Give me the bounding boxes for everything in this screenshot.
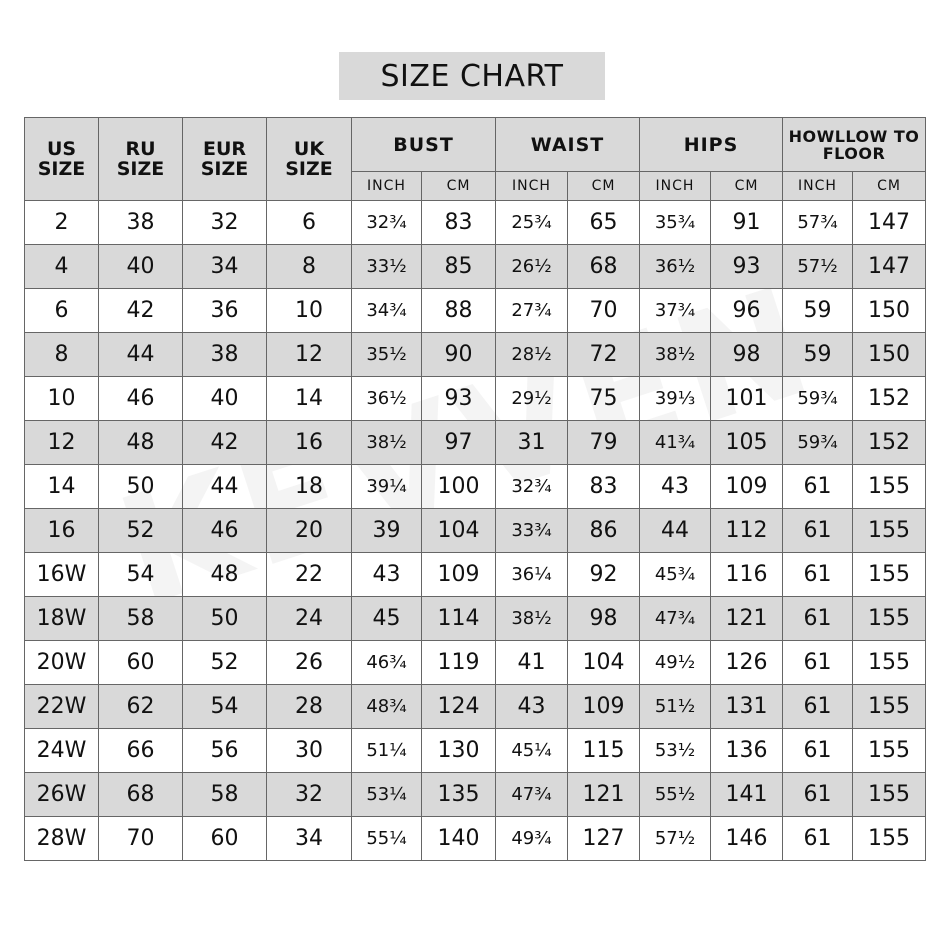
cell-ru-size: 70 (99, 817, 183, 861)
cell-waist-inch: 45¼ (496, 729, 568, 773)
cell-uk-size: 20 (267, 509, 352, 553)
cell-bust-inch: 38½ (352, 421, 422, 465)
cell-ru-size: 46 (99, 377, 183, 421)
cell-bust-cm: 109 (422, 553, 496, 597)
table-row (25, 289, 926, 333)
cell-waist-inch: 36¼ (496, 553, 568, 597)
cell-waist-cm: 98 (568, 597, 640, 641)
cell-eur-size: 32 (183, 201, 267, 245)
cell-us-size: 16W (25, 553, 99, 597)
table-row (25, 509, 926, 553)
table-body (25, 201, 926, 861)
subheader-waist-cm: CM (568, 172, 640, 201)
cell-uk-size: 26 (267, 641, 352, 685)
cell-uk-size: 24 (267, 597, 352, 641)
cell-uk-size: 16 (267, 421, 352, 465)
cell-bust-cm: 93 (422, 377, 496, 421)
cell-hips-inch: 38½ (640, 333, 711, 377)
cell-us-size: 10 (25, 377, 99, 421)
cell-hips-cm: 112 (711, 509, 783, 553)
cell-waist-cm: 70 (568, 289, 640, 333)
cell-bust-cm: 124 (422, 685, 496, 729)
cell-ru-size: 48 (99, 421, 183, 465)
cell-floor-cm: 150 (853, 333, 926, 377)
cell-floor-cm: 155 (853, 641, 926, 685)
cell-floor-cm: 147 (853, 201, 926, 245)
cell-eur-size: 52 (183, 641, 267, 685)
cell-floor-inch: 61 (783, 553, 853, 597)
cell-floor-cm: 155 (853, 773, 926, 817)
cell-uk-size: 10 (267, 289, 352, 333)
subheader-floor-cm: CM (853, 172, 926, 201)
cell-us-size: 6 (25, 289, 99, 333)
cell-uk-size: 18 (267, 465, 352, 509)
cell-floor-inch: 61 (783, 685, 853, 729)
cell-hips-inch: 55½ (640, 773, 711, 817)
cell-bust-inch: 46¾ (352, 641, 422, 685)
cell-us-size: 2 (25, 201, 99, 245)
table-row (25, 553, 926, 597)
cell-bust-inch: 35½ (352, 333, 422, 377)
cell-hips-inch: 49½ (640, 641, 711, 685)
cell-bust-inch: 36½ (352, 377, 422, 421)
header-us-size: US SIZE (25, 118, 99, 201)
header-hips: HIPS (640, 118, 783, 172)
cell-waist-inch: 41 (496, 641, 568, 685)
cell-eur-size: 36 (183, 289, 267, 333)
cell-floor-inch: 61 (783, 509, 853, 553)
cell-eur-size: 46 (183, 509, 267, 553)
cell-eur-size: 54 (183, 685, 267, 729)
table-row (25, 465, 926, 509)
cell-waist-inch: 47¾ (496, 773, 568, 817)
cell-ru-size: 66 (99, 729, 183, 773)
subheader-bust-cm: CM (422, 172, 496, 201)
cell-hips-cm: 109 (711, 465, 783, 509)
cell-waist-inch: 38½ (496, 597, 568, 641)
cell-waist-cm: 68 (568, 245, 640, 289)
cell-eur-size: 60 (183, 817, 267, 861)
cell-floor-cm: 155 (853, 465, 926, 509)
table-row (25, 729, 926, 773)
cell-hips-inch: 51½ (640, 685, 711, 729)
cell-bust-inch: 51¼ (352, 729, 422, 773)
cell-bust-cm: 85 (422, 245, 496, 289)
cell-bust-inch: 43 (352, 553, 422, 597)
chart-title: SIZE CHART (339, 52, 605, 100)
cell-floor-cm: 150 (853, 289, 926, 333)
cell-hips-cm: 141 (711, 773, 783, 817)
cell-hips-cm: 98 (711, 333, 783, 377)
cell-bust-inch: 55¼ (352, 817, 422, 861)
cell-bust-inch: 34¾ (352, 289, 422, 333)
cell-ru-size: 62 (99, 685, 183, 729)
cell-bust-cm: 140 (422, 817, 496, 861)
cell-bust-cm: 104 (422, 509, 496, 553)
table-row (25, 421, 926, 465)
cell-waist-cm: 86 (568, 509, 640, 553)
cell-hips-cm: 121 (711, 597, 783, 641)
cell-uk-size: 34 (267, 817, 352, 861)
header-uk-size: UK SIZE (267, 118, 352, 201)
cell-waist-cm: 72 (568, 333, 640, 377)
cell-uk-size: 22 (267, 553, 352, 597)
table-row (25, 817, 926, 861)
cell-floor-inch: 59¾ (783, 377, 853, 421)
cell-bust-inch: 33½ (352, 245, 422, 289)
cell-waist-inch: 25¾ (496, 201, 568, 245)
cell-hips-inch: 36½ (640, 245, 711, 289)
cell-hips-inch: 43 (640, 465, 711, 509)
cell-floor-inch: 61 (783, 729, 853, 773)
table-row (25, 597, 926, 641)
cell-ru-size: 58 (99, 597, 183, 641)
cell-us-size: 26W (25, 773, 99, 817)
subheader-floor-inch: INCH (783, 172, 853, 201)
cell-uk-size: 12 (267, 333, 352, 377)
cell-hips-inch: 53½ (640, 729, 711, 773)
subheader-hips-inch: INCH (640, 172, 711, 201)
cell-floor-cm: 155 (853, 817, 926, 861)
cell-us-size: 14 (25, 465, 99, 509)
cell-hips-inch: 35¾ (640, 201, 711, 245)
cell-hips-cm: 96 (711, 289, 783, 333)
cell-eur-size: 50 (183, 597, 267, 641)
cell-uk-size: 30 (267, 729, 352, 773)
table-row (25, 685, 926, 729)
cell-ru-size: 52 (99, 509, 183, 553)
cell-hips-cm: 105 (711, 421, 783, 465)
table-row (25, 773, 926, 817)
cell-uk-size: 28 (267, 685, 352, 729)
cell-floor-cm: 155 (853, 685, 926, 729)
table-row (25, 245, 926, 289)
cell-bust-cm: 97 (422, 421, 496, 465)
cell-eur-size: 48 (183, 553, 267, 597)
cell-uk-size: 32 (267, 773, 352, 817)
cell-us-size: 24W (25, 729, 99, 773)
cell-bust-cm: 83 (422, 201, 496, 245)
cell-hips-cm: 93 (711, 245, 783, 289)
cell-hips-inch: 44 (640, 509, 711, 553)
cell-waist-inch: 27¾ (496, 289, 568, 333)
cell-waist-inch: 33¾ (496, 509, 568, 553)
cell-floor-cm: 152 (853, 377, 926, 421)
cell-eur-size: 42 (183, 421, 267, 465)
cell-us-size: 4 (25, 245, 99, 289)
cell-eur-size: 44 (183, 465, 267, 509)
cell-bust-inch: 39 (352, 509, 422, 553)
cell-bust-cm: 100 (422, 465, 496, 509)
cell-bust-cm: 119 (422, 641, 496, 685)
cell-waist-cm: 75 (568, 377, 640, 421)
cell-bust-cm: 130 (422, 729, 496, 773)
cell-hips-cm: 136 (711, 729, 783, 773)
cell-floor-inch: 59¾ (783, 421, 853, 465)
subheader-hips-cm: CM (711, 172, 783, 201)
cell-hips-cm: 116 (711, 553, 783, 597)
table-row (25, 333, 926, 377)
cell-waist-cm: 92 (568, 553, 640, 597)
cell-floor-cm: 152 (853, 421, 926, 465)
cell-eur-size: 34 (183, 245, 267, 289)
cell-ru-size: 38 (99, 201, 183, 245)
cell-waist-cm: 115 (568, 729, 640, 773)
cell-waist-cm: 121 (568, 773, 640, 817)
cell-bust-inch: 48¾ (352, 685, 422, 729)
cell-waist-inch: 26½ (496, 245, 568, 289)
cell-hips-inch: 57½ (640, 817, 711, 861)
cell-ru-size: 42 (99, 289, 183, 333)
cell-floor-cm: 147 (853, 245, 926, 289)
cell-bust-cm: 90 (422, 333, 496, 377)
cell-bust-cm: 88 (422, 289, 496, 333)
cell-us-size: 12 (25, 421, 99, 465)
cell-waist-cm: 65 (568, 201, 640, 245)
cell-uk-size: 6 (267, 201, 352, 245)
cell-bust-inch: 45 (352, 597, 422, 641)
cell-waist-inch: 28½ (496, 333, 568, 377)
cell-hips-cm: 146 (711, 817, 783, 861)
cell-uk-size: 14 (267, 377, 352, 421)
cell-uk-size: 8 (267, 245, 352, 289)
cell-floor-cm: 155 (853, 729, 926, 773)
cell-hips-cm: 126 (711, 641, 783, 685)
cell-floor-inch: 59 (783, 289, 853, 333)
cell-floor-inch: 61 (783, 597, 853, 641)
cell-waist-cm: 104 (568, 641, 640, 685)
cell-ru-size: 68 (99, 773, 183, 817)
size-table (24, 117, 926, 861)
cell-ru-size: 44 (99, 333, 183, 377)
table-row (25, 201, 926, 245)
header-hollow-to-floor: HOWLLOW TO FLOOR (783, 118, 926, 172)
header-bust: BUST (352, 118, 496, 172)
cell-floor-cm: 155 (853, 553, 926, 597)
table-row (25, 641, 926, 685)
table-row (25, 377, 926, 421)
cell-waist-cm: 127 (568, 817, 640, 861)
cell-bust-cm: 135 (422, 773, 496, 817)
cell-bust-inch: 32¾ (352, 201, 422, 245)
cell-floor-inch: 61 (783, 773, 853, 817)
cell-us-size: 16 (25, 509, 99, 553)
cell-waist-cm: 109 (568, 685, 640, 729)
cell-hips-cm: 131 (711, 685, 783, 729)
cell-floor-cm: 155 (853, 509, 926, 553)
cell-floor-inch: 61 (783, 817, 853, 861)
cell-floor-inch: 59 (783, 333, 853, 377)
cell-hips-inch: 47¾ (640, 597, 711, 641)
cell-waist-inch: 49¾ (496, 817, 568, 861)
cell-hips-cm: 91 (711, 201, 783, 245)
cell-eur-size: 58 (183, 773, 267, 817)
cell-hips-inch: 37¾ (640, 289, 711, 333)
cell-waist-inch: 43 (496, 685, 568, 729)
header-ru-size: RU SIZE (99, 118, 183, 201)
cell-waist-cm: 79 (568, 421, 640, 465)
cell-floor-inch: 57½ (783, 245, 853, 289)
cell-waist-inch: 29½ (496, 377, 568, 421)
cell-ru-size: 50 (99, 465, 183, 509)
cell-eur-size: 40 (183, 377, 267, 421)
cell-hips-inch: 41¾ (640, 421, 711, 465)
cell-ru-size: 60 (99, 641, 183, 685)
cell-floor-inch: 61 (783, 641, 853, 685)
cell-hips-inch: 45¾ (640, 553, 711, 597)
cell-us-size: 18W (25, 597, 99, 641)
cell-bust-inch: 39¼ (352, 465, 422, 509)
cell-waist-inch: 32¾ (496, 465, 568, 509)
cell-us-size: 20W (25, 641, 99, 685)
cell-bust-cm: 114 (422, 597, 496, 641)
subheader-waist-inch: INCH (496, 172, 568, 201)
cell-us-size: 28W (25, 817, 99, 861)
cell-bust-inch: 53¼ (352, 773, 422, 817)
cell-floor-inch: 61 (783, 465, 853, 509)
header-waist: WAIST (496, 118, 640, 172)
subheader-bust-inch: INCH (352, 172, 422, 201)
header-eur-size: EUR SIZE (183, 118, 267, 201)
cell-eur-size: 38 (183, 333, 267, 377)
cell-ru-size: 54 (99, 553, 183, 597)
cell-hips-cm: 101 (711, 377, 783, 421)
cell-floor-cm: 155 (853, 597, 926, 641)
cell-us-size: 22W (25, 685, 99, 729)
cell-ru-size: 40 (99, 245, 183, 289)
cell-eur-size: 56 (183, 729, 267, 773)
cell-floor-inch: 57¾ (783, 201, 853, 245)
cell-hips-inch: 39⅓ (640, 377, 711, 421)
cell-waist-inch: 31 (496, 421, 568, 465)
cell-waist-cm: 83 (568, 465, 640, 509)
cell-us-size: 8 (25, 333, 99, 377)
